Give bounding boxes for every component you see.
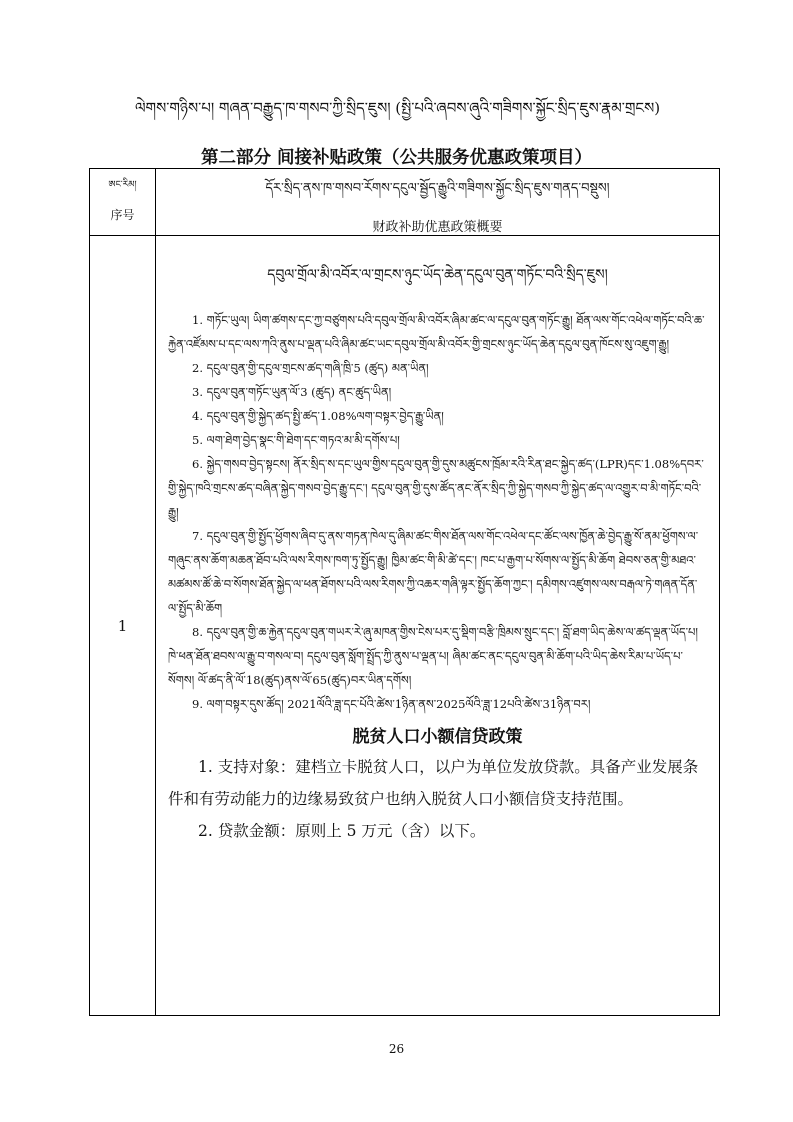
chinese-item: 2. 贷款金额：原则上 5 万元（含）以下。 [198,822,486,840]
chinese-section-title: 脱贫人口小额信贷政策 [352,727,523,747]
header-number-tibetan: ཨང་རིམ། [108,180,137,190]
header-summary-cell [156,169,720,236]
tibetan-item: 7. དངུལ་བུན་གྱི་སྤྱོད་ཕྱོགས་ཞིབ་དུ་ནས་གཏན་ཁེལ་དུ་ཞིམ་ཚང་གིས་ཐོན་ལས་གོང་འཕེལ་དང་ཚོང་ལས་ཁྱོན་ཆེ་བྱེད་རྒྱུ་སོ་ནམ་ཕྱོགས་ལ་གཞུང་ནས་ཆོག་མཆན་ཐོབ་པའི་ལས་རིགས་ཁག་ཏུ་སྤྱོད་རྒྱུ། ཁྱིམ་ཚང་གི་མི་ཚེ་དང་། ཁང་པ་རྒྱག་པ་སོགས་ལ་སྤྱོད་མི་ཆོག ཐེབས་ཅན་གྱི་མཐའ་མཚམས་ཚོ་ཆེ་བ་སོགས་ཐོན་སྐྱེད་ལ་ཕན་ཐོགས་པའི་ལས་རིགས་ཀྱི་འཆར་གཞི་ལྟར་སྤྱོད་ཆོག་ཀྱང་། དམིགས་འཛུགས་ལས་བརྒལ་ཏེ་གཞན་དོན་ལ་སྤྱོད་མི་ཆོག [168,529,699,615]
header-summary-chinese: 财政补助优惠政策概要 [372,220,503,235]
tibetan-item: 5. ལག་ཐེག་བྱེད་སྣང་གི་ཐེག་དང་གཏའ་མ་མི་དགོས་པ། [192,433,400,447]
page-title-tibetan: ལེགས་གཉིས་པ། གཞན་བརྒྱུད་ཁ་གསབ་ཀྱི་སྲིད་ཇུས། (སྤྱི་པའི་ཞབས་ཞུའི་གཟིགས་སྐྱོང་སྲིད་ཇུས་རྣམ་གྲངས) [134,99,661,117]
tibetan-item: 2. དངུལ་བུན་གྱི་དངུལ་གྲངས་ཚད་གཞི་ཁྲི་5 (ཚུད) མན་ཡིན། [192,361,429,375]
page-number: 26 [388,1042,405,1056]
tibetan-item: 8. དངུལ་བུན་གྱི་ཆ་རྐྱེན་དངུལ་བུན་གཡར་རེ་ཞུ་མཁན་གྱིས་ངེས་པར་དུ་སྡིག་བརྩི་ཁྲིམས་སྲུང་དང་། བློ་ཐག་ཡིད་ཆེས་ལ་ཚད་ལྡན་ཡོད་པ། ཁེ་ཕན་ཐོན་ཐབས་ལ་རྒྱུ་བ་གསལ་བ། དངུལ་བུན་སློག་སྤྲོད་ཀྱི་ནུས་པ་ལྡན་པ། ཞིམ་ཚང་ནང་དངུལ་བུན་མི་ཆོག་པའི་ཡིད་ཆེས་རིམ་པ་ཡོད་པ་སོགས། ལོ་ཚད་ནི་ལོ་18(ཚུད)ནས་ལོ་65(ཚུད)བར་ཡིན་དགོས། [168,625,698,687]
chinese-item: 1. 支持对象：建档立卡脱贫人口，以户为单位发放贷款。具备产业发展条件和有劳动能力的边缘易致贫户也纳入脱贫人口小额信贷支持范围。 [168,758,699,808]
policy-table [89,168,720,1016]
tibetan-item: 3. དངུལ་བུན་གཏོང་ཡུན་ལོ་3 (ཚུད) ནང་ཚུད་ཡིན། [192,385,392,399]
tibetan-item: 4. དངུལ་བུན་གྱི་སྐྱེད་ཚད་སྤྱི་ཚད་1.08%ལག་བསྟར་བྱེད་རྒྱུ་ཡིན། [192,409,444,423]
table-header-row [90,169,720,236]
page-title-chinese: 第二部分 间接补贴政策（公共服务优惠政策项目） [200,148,593,168]
header-number-cell [90,169,156,236]
row-content-cell [156,236,720,1016]
row-number: 1 [90,236,156,1016]
tibetan-item: 9. ལག་བསྟར་དུས་ཚོད། 2021ལོའི་ཟླ་དང་པོའི་ཚེས་1ཉིན་ནས་2025ལོའི་ཟླ་12པའི་ཚེས་31ཉིན་བར། [192,697,591,711]
tibetan-section-title: དབུལ་གྲོལ་མི་འབོར་ལ་གྲངས་ཉུང་ཡོད་ཆེན་དངུལ་བུན་གཏོང་བའི་སྲིད་ཇུས། [267,267,608,283]
header-summary-tibetan: དོར་སྲིད་ནས་ཁ་གསབ་རོགས་དངུལ་སྦྱོད་རྒྱུའི་གཟིགས་སྐྱོང་སྲིད་ཇུས་གནད་བསྡུས། [265,181,610,196]
tibetan-item: 1. གཏོང་ཡུལ། ཡིག་ཚགས་དང་ཀྱ་བཙུགས་པའི་དབུལ་གྲོལ་མི་འབོར་ཞིམ་ཚང་ལ་དངུལ་བུན་གཏོང་རྒྱུ། ཐོན་ལས་གོང་འཕེལ་གཏོང་བའི་ཆ་རྐྱེན་འཛོམས་པ་དང་ལས་ཀའི་ནུས་པ་ལྡན་པའི་ཞིམ་ཚང་ཡང་དབུལ་གྲོལ་མི་འབོར་གྱི་གྲངས་ཉུང་ཡོད་ཆེན་དངུལ་བུན་ཁོངས་སུ་འཇུག་རྒྱུ། [168,313,705,351]
header-number-chinese: 序号 [110,208,135,222]
table-row [90,236,720,1016]
tibetan-item: 6. སྐྱེད་གསབ་བྱེད་སྟངས། ནོར་སྲིད་ས་དང་ཡུལ་གྱིས་དངུལ་བུན་གྱི་དུས་མཚུངས་ཁྲོམ་རའི་རིན་ཐང་སྐྱེད་ཚད་(LPR)དང་1.08%དབར་གྱི་སྐྱེད་ཁའི་གྲངས་ཚད་བཞིན་སྐྱེད་གསབ་བྱེད་རྒྱུ་དང་། དངུལ་བུན་གྱི་དུས་ཚོད་ནང་ནོར་སྲིད་ཀྱི་སྐྱེད་གསབ་ཀྱི་སྐྱེད་ཚད་ལ་འགྱུར་བ་མི་གཏོང་བའི་རྒྱུ། [168,457,704,519]
